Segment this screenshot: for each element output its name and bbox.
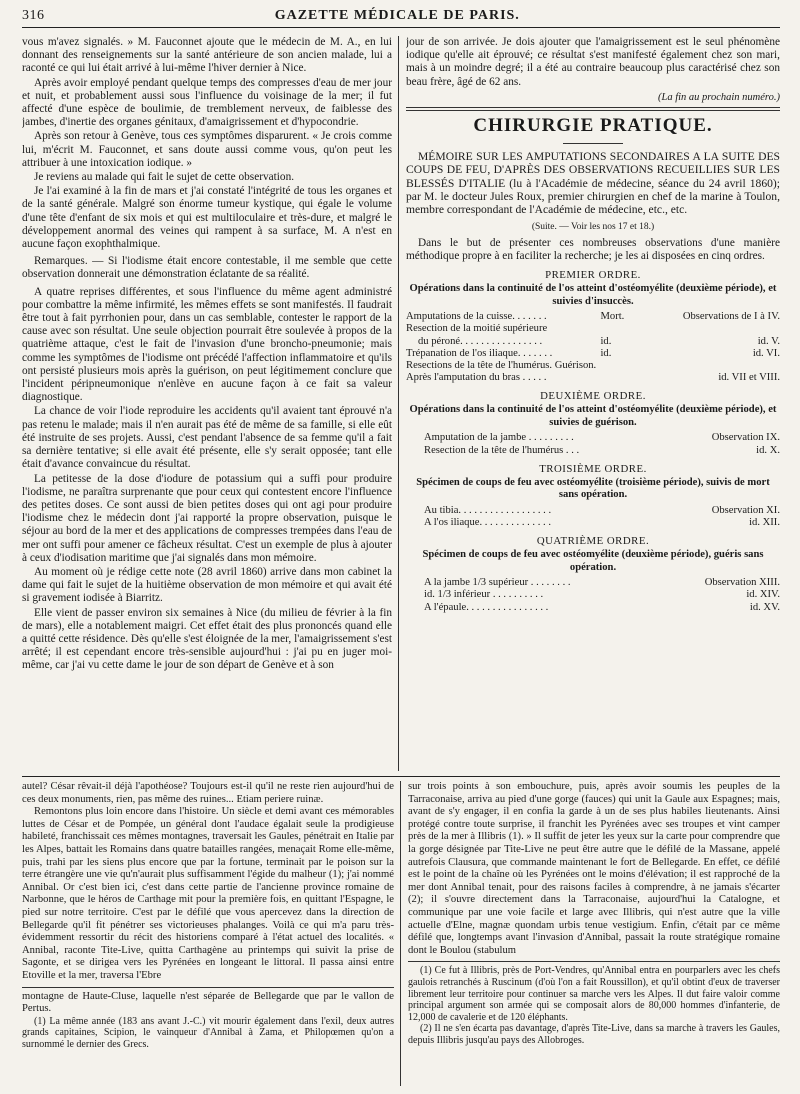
paragraph: autel? César rêvait-il déjà l'apothéose? Toujours est-il qu'il ne reste rien aujourd'hui de ces deux monuments, rien, pas même des ruines... Etiam periere ruinæ. <box>22 781 394 805</box>
footnote: (1) La même année (183 ans avant J.-C.) vit mourir également dans l'exil, deux autres grands capitaines, Scipion, le vainqueur d'Annibal à Zama, et Philopœmen qu'on a surnommé le dernier des Grecs. <box>22 1015 394 1050</box>
section-title: CHIRURGIE PRATIQUE. <box>473 114 713 136</box>
table-row: A la jambe 1/3 supérieur . . . . . . . . Observation XIII. <box>424 577 780 589</box>
table-row: Amputations de la cuisse. . . . . . . Mort. Observations de I à IV. <box>406 311 780 323</box>
table-row: A l'épaule. . . . . . . . . . . . . . . . id. XV. <box>424 601 780 613</box>
paragraph: A quatre reprises différentes, et sous l'influence du même agent administré pour combattre la même infirmité, les mêmes effets se sont manifestés. Il faudrait être tout à fait pyrrhonien pour, dans un cas semblable, contester le rapport de la cause avec son résultat. Une seule objection pourrait être soulevée à propos de la quatrième attaque, c'est le fait de l'invasion d'une broncho-pneumonie; mais comme les symptômes de l'iodisme ont précédé l'affection inflammatoire et qu'ils ont persisté plusieurs mois après la guérison, on peut légitimement conclure que l'incident péripneumonique n'enlève en aucune façon à ce fait sa valeur diagnostique. <box>22 285 392 404</box>
footnote-divider <box>22 987 394 988</box>
paragraph: Au moment où je rédige cette note (28 avril 1860) arrive dans mon cabinet la dame qui fait le sujet de la huitième observation de mon mémoire et qui avait été si gravement iodisée à Biarritz. <box>22 565 392 605</box>
table-row: Resection de la tête de l'humérus . . . id. X. <box>424 444 780 456</box>
table-row: du péroné. . . . . . . . . . . . . . . . id. id. V. <box>418 335 780 347</box>
order-heading: QUATRIÈME ORDRE. <box>536 535 650 548</box>
table-row: Resections de la tête de l'humérus. Guérison. <box>406 360 597 372</box>
order-heading: TROISIÈME ORDRE. <box>539 462 647 475</box>
to-be-continued: (La fin au prochain numéro.) <box>657 91 780 103</box>
suite-note: (Suite. — Voir les nos 17 et 18.) <box>531 221 655 232</box>
paragraph: Elle vient de passer environ six semaines à Nice (du milieu de février à la fin de mars), elle a notablement maigri. Cet effet était des plus prononcés quand elle a quitté cette résidence. Dès qu'elle s'est éloignée de la mer, l'amaigrissement s'est arrêté; il est cependant encore très-sensible aujourd'hui : j'ai pu en juger moi-même, car j'ai vu cette dame le jour de son départ de Genève et à son <box>22 606 392 672</box>
divider <box>563 143 623 144</box>
paragraph: jour de son arrivée. Je dois ajouter que l'amaigrissement est le seul phénomène iodique qu'elle ait éprouvé; ce résultat s'est manifesté également chez son mari, mais à un moindre degré; il a été au contraire beaucoup plus caractérisé chez son beau frère, âgé de 62 ans. <box>406 36 780 88</box>
paragraph: Après avoir employé pendant quelque temps des compresses d'eau de mer jour et nuit, et probablement aussi sous l'influence du voisinage de la mer; il fut affecté d'une espèce de boulimie, de tremblement nerveux, de faiblesse des jambes, d'inertie des organes génitaux, d'amaigrissement et d'hypocondrie. <box>22 76 392 129</box>
intro-paragraph: Dans le but de présenter ces nombreuses observations d'une manière méthodique propre à en faciliter la recherche; je les ai disposées en cinq ordres. <box>406 236 780 263</box>
table-row: Trépanation de l'os iliaque. . . . . . . id. id. VI. <box>406 347 780 359</box>
paragraph: vous m'avez signalés. » M. Fauconnet ajoute que le médecin de M. A., en lui donnant des renseignements sur la santé antérieure de son ancien malade, lui a raconté ce qui lui était arrivé à lui-même l'hiver dernier à Nice. <box>22 36 392 75</box>
footnote: (1) Ce fut à Illibris, près de Port-Vendres, qu'Annibal entra en pourparlers avec les chefs gaulois retranchés à Ruscinum (d'où l'on a fait Roussillon), et qu'il obtint d'eux de traverser librement leur territoire pour continuer sa marche vers les Alpes. Il dut faire valoir comme principal argument son armée qui se composait alors de 80,000 hommes d'infanterie, de 12,000 de cavalerie et de 120 éléphants. <box>408 965 780 1023</box>
journal-title: GAZETTE MÉDICALE DE PARIS. <box>274 8 520 23</box>
bottom-right-column <box>408 781 780 1086</box>
order-title: Spécimen de coups de feu avec ostéomyélite (troisième période), suivis de mort sans opération. <box>416 476 770 501</box>
table-row: Au tibia. . . . . . . . . . . . . . . . . . Observation XI. <box>424 504 780 516</box>
paragraph: Remontons plus loin encore dans l'histoire. Un siècle et demi avant ces mémorables luttes de César et de Pompée, un général dont l'audace égalait seule la prodigieuse habileté, franchissait ces mêmes montagnes, traversait les Gaules, pénétrait en Italie par les Alpes, battait les Romains dans quatre batailles rangées, menaçait Rome elle-même, puis, trahi par les siens plus encore que par la fortune, terminait par le poison sur la terre étrangère une vie qu'n'aurait plus suffisamment l'égide du malheur (1); j'ai nommé Annibal. Or c'est bien ici, c'est dans cette partie de l'ancienne province romaine de Narbonne, que le héros de Carthage mit pour la première fois, en quittant l'Espagne, le pied sur notre territoire. C'est par le défilé que vous apercevez dans la direction de Bellegarde qu'il fit pénétrer ses victorieuses phalanges. Voilà ce qui m'a paru très-évidemment ressortir du récit des historiens comparé à l'état actuel des localités. « Annibal, raconte Tite-Live, quitta Carthagène au printemps qui suivit la prise de Sagonte, et se dirigea vers les Pyrénées en longeant le littoral. Il passa ainsi entre Etoville et la mer, traversa l'Ebre <box>22 806 394 981</box>
column-divider <box>400 781 401 1086</box>
right-column <box>406 36 780 771</box>
table-row: Resection de la moitié supérieure <box>406 323 548 335</box>
paragraph: montagne de Haute-Cluse, laquelle n'est séparée de Bellegarde que par le vallon de Pertus. <box>22 990 394 1015</box>
observation-table <box>406 432 780 456</box>
paragraph: Après son retour à Genève, tous ces symptômes disparurent. « Je crois comme lui, m'écrit M. Fauconnet, et sans doute aussi comme vous, qu'on peut les attribuer à une intoxication iodique. » <box>22 130 392 169</box>
order-title: Spécimen de coups de feu avec ostéomyélite (deuxième période), guéris sans opération. <box>422 549 764 573</box>
observation-table <box>406 505 780 529</box>
order-block <box>406 269 780 384</box>
bottom-left-column <box>22 781 394 1086</box>
paragraph: sur trois points à son embouchure, puis, après avoir soumis les peuples de la Tarraconaise, arriva au pied d'une gorge (fauces) qui unit la Gaule aux Espagnes; mais, avant de s'y engager, il en confia la garde à un de ses plus habiles lieutenants. Ainsi protégé contre toute surprise, il franchit les Pyrénées avec ses troupes et vint camper près de la mer à Illibris (1). » Il suffit de jeter les yeux sur la carte pour comprendre que la gorge désignée par Tite-Live ne peut être autre que le défilé de la Massane, appelé autrefois Clausura, que commande maintenant le fort de Bellegarde. En effet, ce défilé est le point de la chaîne où les Pyrénées ont le moins d'élévation; il est rapproché de la mer dont Annibal tenait, pour des raisons faciles à comprendre, à ne jamais s'écarter (2); il s'ouvre directement dans la Tarraconaise, aujourd'hui la Catalogne, et communique par une voie facile et large avec Illibris, qui n'est autre que la ville actuelle d'Elne, magnæ quondam urbis tenue vestigium. Enfin, c'était par ce même défilé que, longtemps avant l'invasion d'Annibal, passait la route stratégique romaine dont le Boulou (stabulum <box>408 781 780 956</box>
order-block <box>406 463 780 529</box>
order-heading: DEUXIÈME ORDRE. <box>540 390 646 403</box>
observation-table <box>406 577 780 614</box>
memoir-heading: MÉMOIRE SUR LES AMPUTATIONS SECONDAIRES A LA SUITE DES COUPS DE FEU, D'APRÈS DES OBSERVATIONS RECUEILLIES SUR LES BLESSÉS D'ITALIE (lu à l'Académie de médecine, séance du 24 avril 1860); par M. le docteur Jules Roux, premier chirurgien en chef de la marine à Toulon, membre correspondant de l'Académie de médecine, etc., etc. <box>406 149 780 217</box>
observation-table <box>406 311 780 384</box>
paragraph: La petitesse de la dose d'iodure de potassium qui a suffi pour produire l'iodisme, ne paraîtra surprenante que pour ceux qui contestent encore l'influence des petites doses. Ce sont aussi de bien petites doses qui ont agi pour produire l'iodisme chez le médecin dont j'ai rapporté la propre observation, puisque le séjour au bord de la mer et des applications de compresses trempées dans l'eau de mer ont suffi pour amener ce fâcheux résultat. C'est un exemple de plus à ajouter à ceux d'iodisation maritime que j'ai signalés dans mon mémoire. <box>22 472 392 564</box>
order-heading: PREMIER ORDRE. <box>545 269 641 282</box>
footnote: (2) Il ne s'en écarta pas davantage, d'après Tite-Live, dans sa marche à travers les Gaules, depuis Illibris jusqu'au pays des Allobroges. <box>408 1023 780 1046</box>
table-row: Amputation de la jambe . . . . . . . . . Observation IX. <box>424 432 780 444</box>
divider <box>406 107 780 111</box>
order-block <box>406 535 780 614</box>
remarks-paragraph: Remarques. — Si l'iodisme était encore contestable, il me semble que cette observation donnerait une démonstration éclatante de sa réalité. <box>22 255 392 281</box>
page-number: 316 <box>22 8 45 23</box>
table-row: id. 1/3 inférieur . . . . . . . . . . id. XIV. <box>424 589 780 601</box>
newspaper-page <box>22 8 780 1088</box>
table-row: A l'os iliaque. . . . . . . . . . . . . . id. XII. <box>424 517 780 529</box>
page-header <box>22 8 780 28</box>
paragraph: Je reviens au malade qui fait le sujet de cette observation. <box>34 171 295 184</box>
feuilleton-divider <box>22 776 780 777</box>
left-column <box>22 36 392 771</box>
column-divider <box>398 36 399 771</box>
order-title: Opérations dans la continuité de l'os atteint d'ostéomyélite (deuxième période), et suivies de guérison. <box>409 404 777 428</box>
order-block <box>406 390 780 456</box>
footnote-divider <box>408 961 780 962</box>
order-title: Opérations dans la continuité de l'os atteint d'ostéomyélite (deuxième période), et suivies d'insuccès. <box>409 283 777 307</box>
table-row: Après l'amputation du bras . . . . . id. VII et VIII. <box>406 372 780 384</box>
paragraph: La chance de voir l'iode reproduire les accidents qu'il avaient tant éprouvé n'a pas retenu le malade; mais il n'en aurait pas été de même de sa famille, si elle eût été instruite de ses projets. Aussi, c'est pendant l'absence de sa femme qu'il a fait sa dernière tentative; si elle avait été présente, elle s'y serait opposée; tant elle était d'avance convaincue du résultat. <box>22 405 392 471</box>
paragraph: Je l'ai examiné à la fin de mars et j'ai constaté l'intégrité de tous les organes et de la santé générale. Malgré son énorme tumeur kystique, qui égale le volume d'une tête d'enfant de six mois et qui est multiloculaire et très-dure, et malgré le développement anormal des veines qui rampent à sa surface, M. A n'est en aucune façon exophthalmique. <box>22 185 392 251</box>
